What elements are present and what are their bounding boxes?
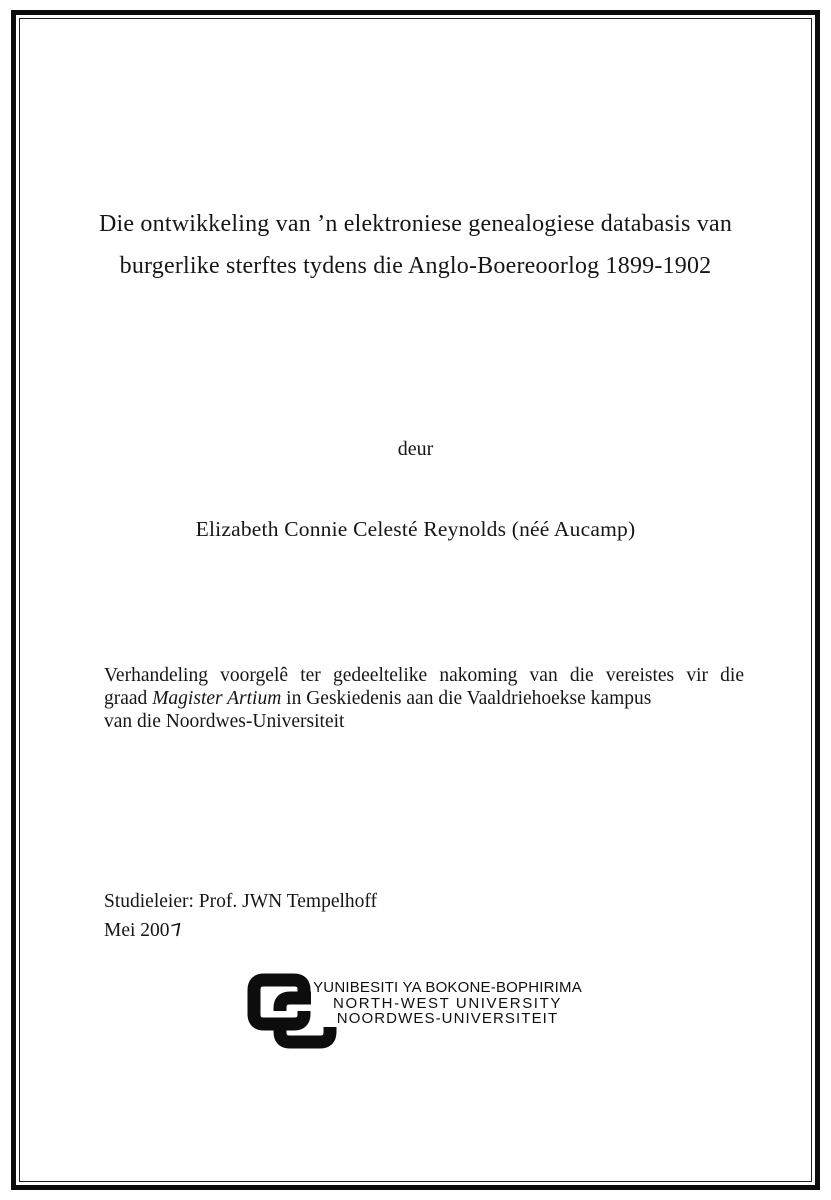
- university-logo: [0, 973, 831, 1050]
- degree-statement-line-1: Verhandeling voorgelê ter gedeeltelike nakoming van die vereistes vir die: [104, 665, 744, 686]
- date-prefix: Mei 200: [104, 920, 170, 941]
- thesis-title-line-2: burgerlike sterftes tydens die Anglo-Boereoorlog 1899-1902: [119, 253, 712, 279]
- degree-name-italic: Magister Artium: [152, 688, 282, 709]
- degree-statement-line-2: [104, 687, 744, 710]
- author-name: Elizabeth Connie Celesté Reynolds (néé Aucamp): [195, 517, 636, 541]
- date-last-digit: 7: [168, 919, 186, 942]
- thesis-title: [60, 203, 771, 287]
- degree-statement-line-2-suffix: in Geskiedenis aan die Vaaldriehoekse kampus: [281, 688, 652, 709]
- degree-statement-line-2-prefix: graad: [104, 688, 153, 709]
- logo-text-english: NORTH-WEST UNIVERSITY: [311, 996, 584, 1012]
- supervisor-line: Studieleier: Prof. JWN Tempelhoff: [104, 891, 378, 912]
- date-line: [104, 916, 377, 945]
- logo-text-afrikaans: NOORDWES-UNIVERSITEIT: [311, 1011, 584, 1027]
- thesis-title-line-1: Die ontwikkeling van ’n elektroniese genealogiese databasis van: [98, 211, 733, 237]
- degree-statement-line-3: van die Noordwes-Universiteit: [104, 711, 345, 732]
- logo-text-setswana: YUNIBESITI YA BOKONE-BOPHIRIMA: [313, 979, 582, 996]
- university-logo-text: [311, 973, 584, 1027]
- byline-deur: deur: [397, 438, 434, 460]
- supervisor-and-date: [104, 888, 377, 945]
- degree-statement: [104, 664, 744, 733]
